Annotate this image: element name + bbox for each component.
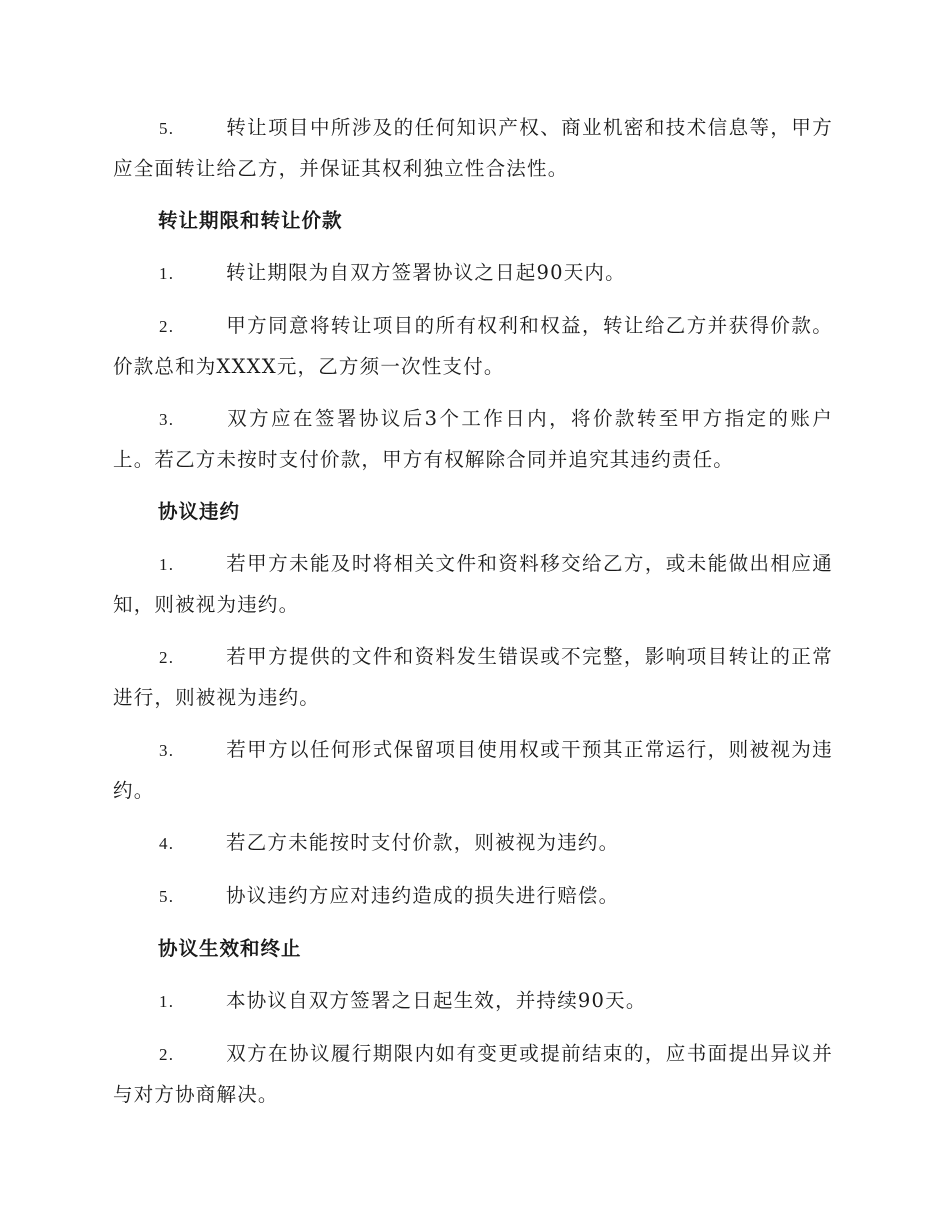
clause-item xyxy=(113,1034,833,1115)
clause-item xyxy=(113,876,833,917)
clause-text: 若甲方未能及时将相关文件和资料移交给乙方，或未能做出相应通知，则被视为违约。 xyxy=(113,552,833,616)
clause-item xyxy=(113,637,833,718)
clause-text: 双方在协议履行期限内如有变更或提前结束的，应书面提出异议并与对方协商解决。 xyxy=(113,1042,833,1106)
clause-number: 2. xyxy=(159,648,175,667)
clause-text: 若甲方提供的文件和资料发生错误或不完整，影响项目转让的正常进行，则被视为违约。 xyxy=(113,645,833,709)
clause-number: 4. xyxy=(159,834,175,853)
clause-number: 2. xyxy=(159,317,175,336)
clause-number: 3. xyxy=(159,741,175,760)
clause-text: 本协议自双方签署之日起生效，并持续90天。 xyxy=(226,989,647,1012)
clause-item xyxy=(113,306,833,387)
document-body xyxy=(113,108,833,1115)
clause-text: 协议违约方应对违约造成的损失进行赔偿。 xyxy=(226,884,620,907)
clause-item xyxy=(113,823,833,864)
clause-text: 若甲方以任何形式保留项目使用权或干预其正常运行，则被视为违约。 xyxy=(113,738,833,802)
clause-item xyxy=(113,981,833,1022)
section-heading: 协议违约 xyxy=(158,500,241,523)
clause-number: 5. xyxy=(159,119,175,138)
clause-number: 2. xyxy=(159,1045,175,1064)
clause-text: 转让项目中所涉及的任何知识产权、商业机密和技术信息等，甲方应全面转让给乙方，并保证其权利独立性合法性。 xyxy=(113,116,833,180)
section-heading: 转让期限和转让价款 xyxy=(158,209,343,232)
section-heading: 协议生效和终止 xyxy=(158,937,302,960)
clause-item xyxy=(113,399,833,480)
clause-number: 1. xyxy=(159,264,175,283)
clause-number: 1. xyxy=(159,992,175,1011)
clause-item xyxy=(113,730,833,811)
clause-number: 1. xyxy=(159,555,175,574)
clause-text: 双方应在签署协议后3个工作日内，将价款转至甲方指定的账户上。若乙方未按时支付价款，甲方有权解除合同并追究其违约责任。 xyxy=(113,407,833,471)
clause-text: 转让期限为自双方签署协议之日起90天内。 xyxy=(226,261,626,284)
clause-number: 5. xyxy=(159,887,175,906)
clause-item xyxy=(113,544,833,625)
clause-number: 3. xyxy=(159,410,175,429)
clause-item xyxy=(113,108,833,189)
clause-text: 若乙方未能按时支付价款，则被视为违约。 xyxy=(226,831,620,854)
clause-item xyxy=(113,253,833,294)
clause-text: 甲方同意将转让项目的所有权利和权益，转让给乙方并获得价款。价款总和为XXXX元，乙方须一次性支付。 xyxy=(113,314,833,378)
